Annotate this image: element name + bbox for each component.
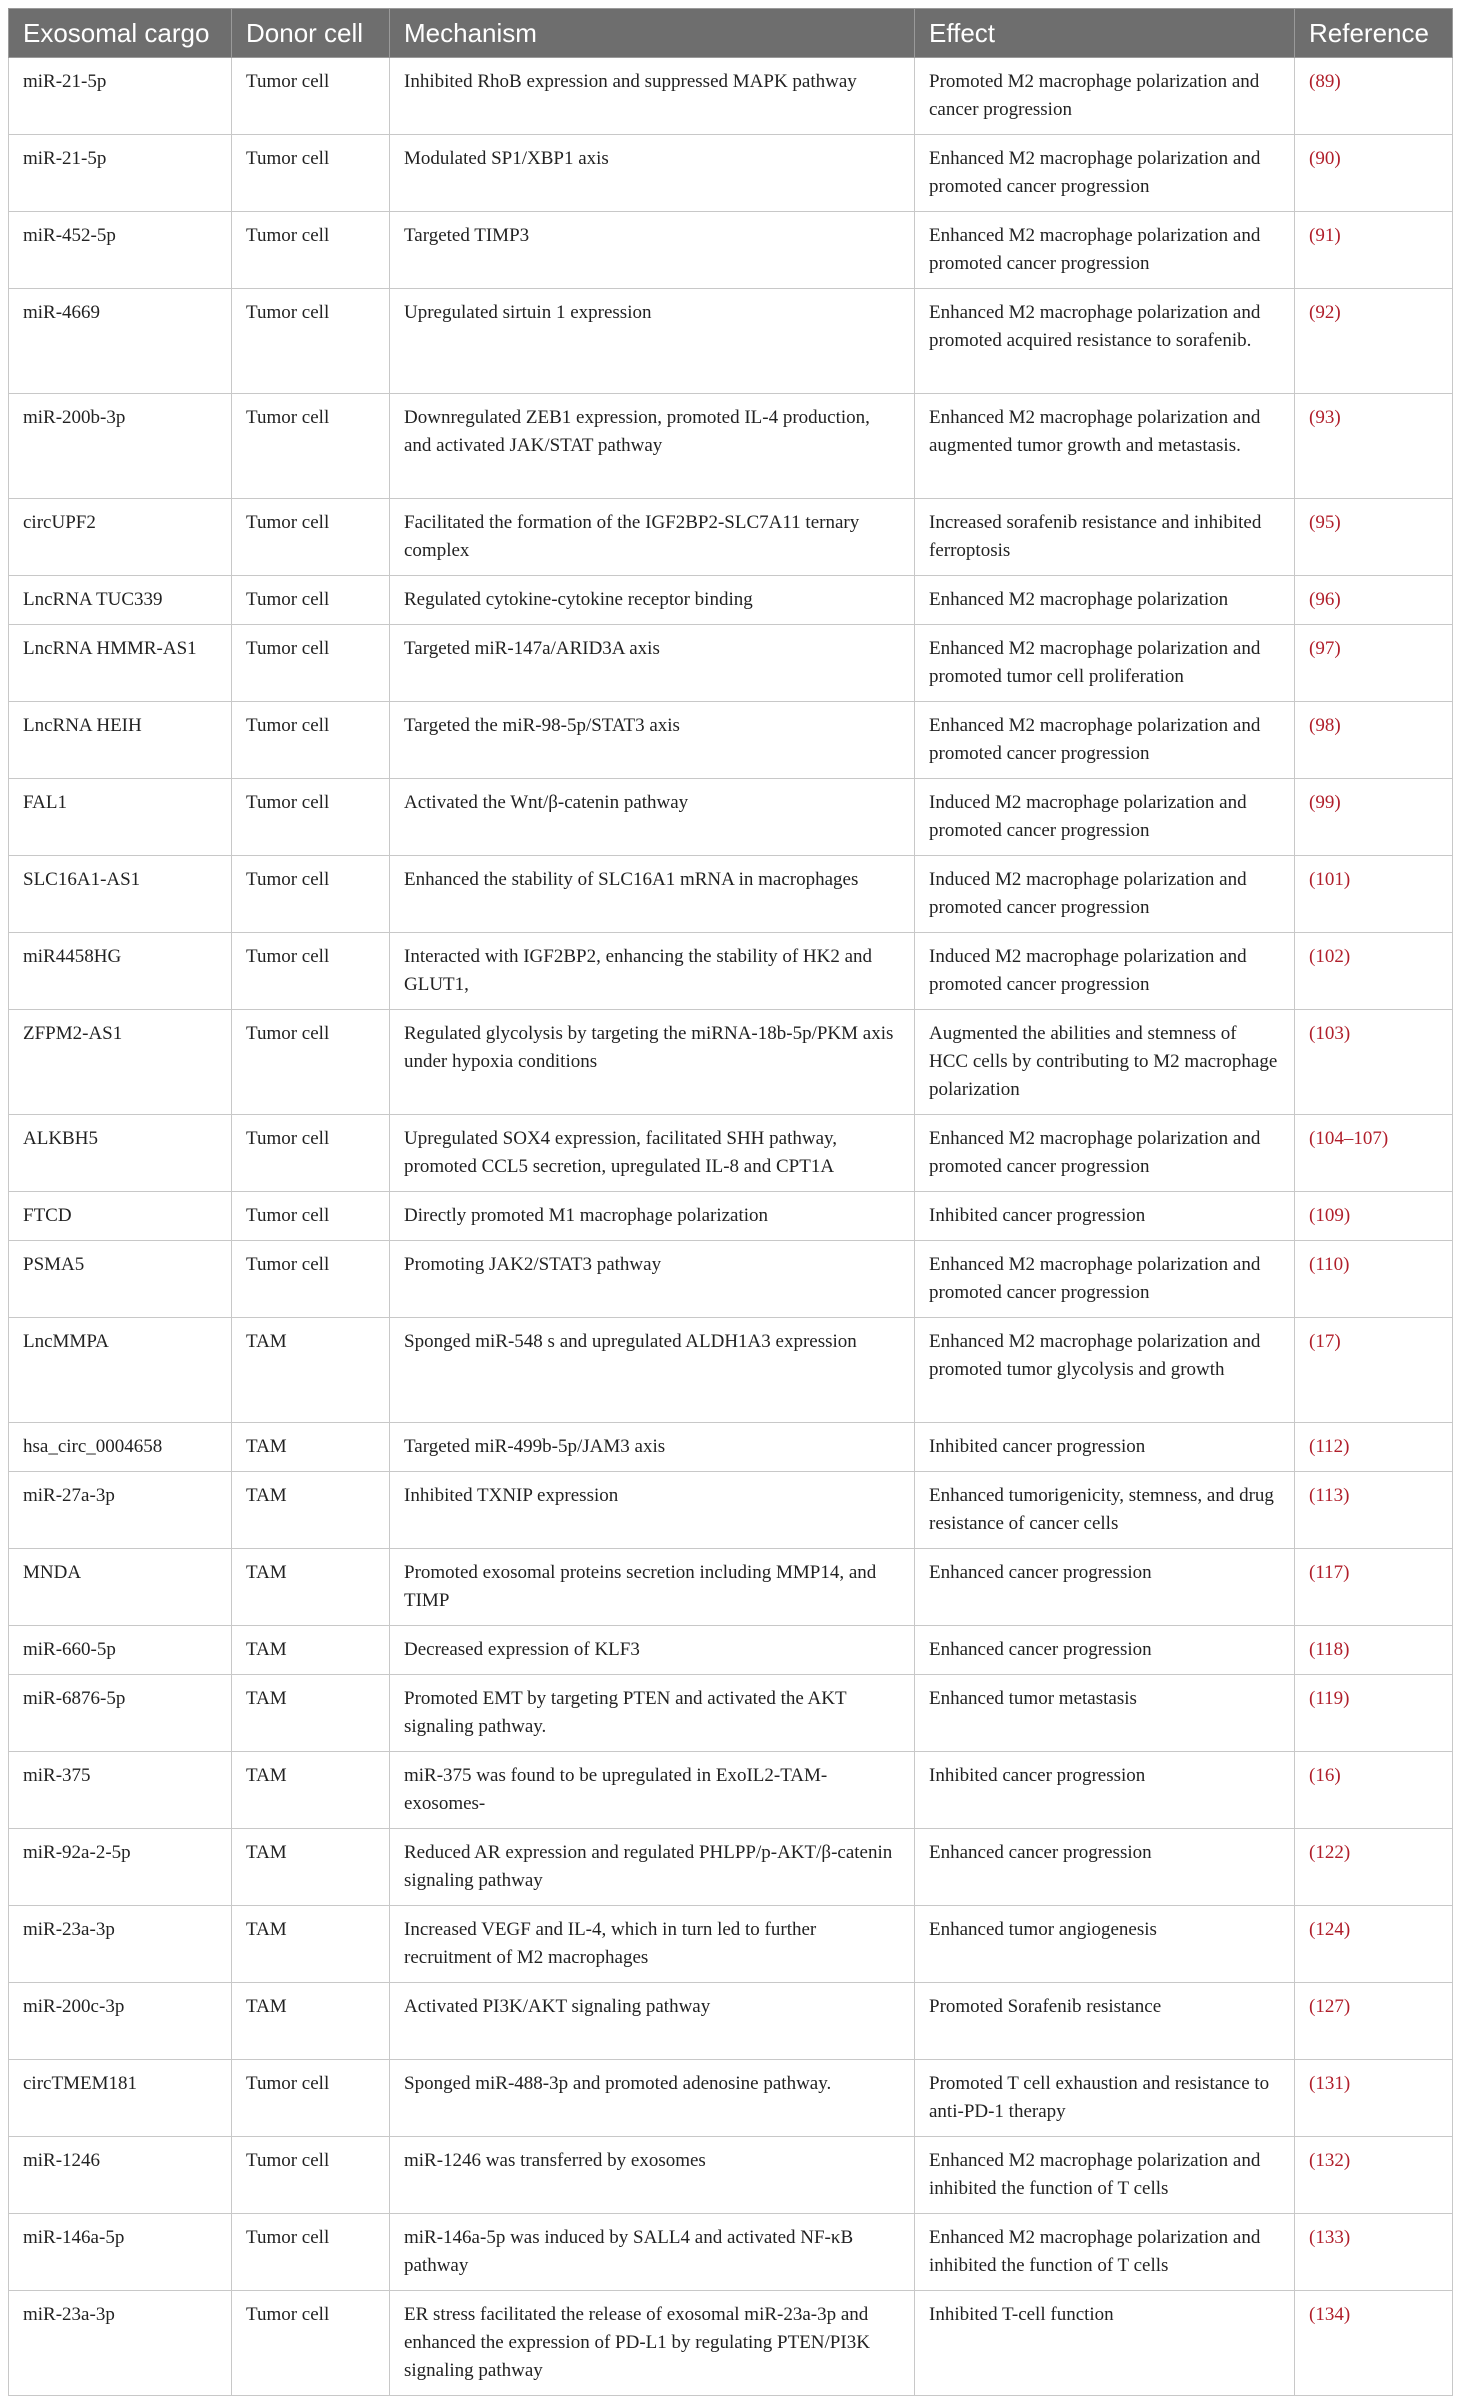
cell-mechanism: ER stress facilitated the release of exosomal miR-23a-3p and enhanced the expression of PD-L1 by regulating PTEN/PI3K signaling pathway — [390, 2291, 915, 2396]
cell-mechanism: Decreased expression of KLF3 — [390, 1626, 915, 1675]
cell-donor: Tumor cell — [232, 2137, 390, 2214]
cell-donor: Tumor cell — [232, 58, 390, 135]
cell-cargo: miR-23a-3p — [9, 2291, 232, 2396]
cell-mechanism: Activated the Wnt/β-catenin pathway — [390, 779, 915, 856]
cell-cargo: miR-92a-2-5p — [9, 1829, 232, 1906]
cell-mechanism: Targeted the miR-98-5p/STAT3 axis — [390, 702, 915, 779]
cell-donor: Tumor cell — [232, 1241, 390, 1318]
cell-mechanism: Activated PI3K/AKT signaling pathway — [390, 1983, 915, 2060]
cell-reference-link[interactable]: (99) — [1295, 779, 1453, 856]
header-donor-cell: Donor cell — [232, 9, 390, 58]
cell-donor: Tumor cell — [232, 2214, 390, 2291]
cell-donor: Tumor cell — [232, 289, 390, 394]
cell-mechanism: Promoted exosomal proteins secretion including MMP14, and TIMP — [390, 1549, 915, 1626]
table-row — [9, 394, 1453, 499]
cell-reference-link[interactable]: (112) — [1295, 1423, 1453, 1472]
cell-cargo: miR-27a-3p — [9, 1472, 232, 1549]
cell-cargo: LncRNA HEIH — [9, 702, 232, 779]
cell-cargo: miR-21-5p — [9, 135, 232, 212]
cell-donor: Tumor cell — [232, 933, 390, 1010]
cell-effect: Promoted T cell exhaustion and resistance to anti-PD-1 therapy — [915, 2060, 1295, 2137]
cell-effect: Induced M2 macrophage polarization and promoted cancer progression — [915, 933, 1295, 1010]
cell-mechanism: Regulated cytokine-cytokine receptor binding — [390, 576, 915, 625]
cell-cargo: miR-4669 — [9, 289, 232, 394]
cell-reference-link[interactable]: (109) — [1295, 1192, 1453, 1241]
cell-reference-link[interactable]: (91) — [1295, 212, 1453, 289]
cell-mechanism: miR-1246 was transferred by exosomes — [390, 2137, 915, 2214]
cell-mechanism: Sponged miR-488-3p and promoted adenosine pathway. — [390, 2060, 915, 2137]
cell-donor: Tumor cell — [232, 135, 390, 212]
table-row — [9, 1983, 1453, 2060]
table-row — [9, 58, 1453, 135]
cell-cargo: miR-23a-3p — [9, 1906, 232, 1983]
cell-effect: Augmented the abilities and stemness of HCC cells by contributing to M2 macrophage polarization — [915, 1010, 1295, 1115]
cell-mechanism: Inhibited TXNIP expression — [390, 1472, 915, 1549]
cell-effect: Inhibited cancer progression — [915, 1752, 1295, 1829]
cell-donor: Tumor cell — [232, 702, 390, 779]
table-row — [9, 1472, 1453, 1549]
cell-donor: TAM — [232, 1983, 390, 2060]
cell-cargo: miR-375 — [9, 1752, 232, 1829]
cell-effect: Inhibited cancer progression — [915, 1192, 1295, 1241]
cell-reference-link[interactable]: (101) — [1295, 856, 1453, 933]
cell-donor: Tumor cell — [232, 2060, 390, 2137]
cell-donor: TAM — [232, 1626, 390, 1675]
cell-effect: Induced M2 macrophage polarization and promoted cancer progression — [915, 779, 1295, 856]
cell-effect: Enhanced M2 macrophage polarization and promoted tumor cell proliferation — [915, 625, 1295, 702]
cell-cargo: miR-6876-5p — [9, 1675, 232, 1752]
cell-donor: Tumor cell — [232, 1010, 390, 1115]
table-row — [9, 576, 1453, 625]
cell-reference-link[interactable]: (104–107) — [1295, 1115, 1453, 1192]
cell-mechanism: Sponged miR-548 s and upregulated ALDH1A3 expression — [390, 1318, 915, 1423]
cell-reference-link[interactable]: (110) — [1295, 1241, 1453, 1318]
cell-cargo: LncRNA TUC339 — [9, 576, 232, 625]
cell-donor: TAM — [232, 1423, 390, 1472]
cell-effect: Induced M2 macrophage polarization and promoted cancer progression — [915, 856, 1295, 933]
cell-cargo: miR-21-5p — [9, 58, 232, 135]
cell-mechanism: Enhanced the stability of SLC16A1 mRNA in macrophages — [390, 856, 915, 933]
cell-mechanism: Interacted with IGF2BP2, enhancing the stability of HK2 and GLUT1, — [390, 933, 915, 1010]
table-row — [9, 135, 1453, 212]
table-body — [9, 58, 1453, 2396]
cell-mechanism: miR-146a-5p was induced by SALL4 and activated NF-κB pathway — [390, 2214, 915, 2291]
cell-cargo: ZFPM2-AS1 — [9, 1010, 232, 1115]
cell-donor: TAM — [232, 1549, 390, 1626]
table-row — [9, 779, 1453, 856]
cell-donor: Tumor cell — [232, 856, 390, 933]
cell-reference-link[interactable]: (113) — [1295, 1472, 1453, 1549]
cell-mechanism: Promoting JAK2/STAT3 pathway — [390, 1241, 915, 1318]
table-row — [9, 1752, 1453, 1829]
cell-donor: Tumor cell — [232, 576, 390, 625]
header-mechanism: Mechanism — [390, 9, 915, 58]
table-header — [9, 9, 1453, 58]
cell-cargo: miR-1246 — [9, 2137, 232, 2214]
cell-donor: Tumor cell — [232, 499, 390, 576]
cell-donor: Tumor cell — [232, 1115, 390, 1192]
cell-reference-link[interactable]: (102) — [1295, 933, 1453, 1010]
cell-cargo: miR-146a-5p — [9, 2214, 232, 2291]
cell-mechanism: Downregulated ZEB1 expression, promoted IL-4 production, and activated JAK/STAT pathway — [390, 394, 915, 499]
cell-donor: TAM — [232, 1472, 390, 1549]
cell-effect: Enhanced cancer progression — [915, 1829, 1295, 1906]
cell-reference-link[interactable]: (97) — [1295, 625, 1453, 702]
cell-cargo: miR-660-5p — [9, 1626, 232, 1675]
cell-reference-link[interactable]: (95) — [1295, 499, 1453, 576]
cell-reference-link[interactable]: (127) — [1295, 1983, 1453, 2060]
cell-mechanism: Modulated SP1/XBP1 axis — [390, 135, 915, 212]
cell-mechanism: Increased VEGF and IL-4, which in turn led to further recruitment of M2 macrophages — [390, 1906, 915, 1983]
cell-mechanism: Upregulated sirtuin 1 expression — [390, 289, 915, 394]
cell-reference-link[interactable]: (119) — [1295, 1675, 1453, 1752]
cell-reference-link[interactable]: (118) — [1295, 1626, 1453, 1675]
cell-reference-link[interactable]: (98) — [1295, 702, 1453, 779]
cell-reference-link[interactable]: (134) — [1295, 2291, 1453, 2396]
cell-effect: Enhanced tumor angiogenesis — [915, 1906, 1295, 1983]
cell-donor: TAM — [232, 1829, 390, 1906]
cell-donor: Tumor cell — [232, 394, 390, 499]
exosomal-cargo-table-container — [8, 8, 1452, 2396]
cell-cargo: MNDA — [9, 1549, 232, 1626]
table-row — [9, 1192, 1453, 1241]
cell-donor: Tumor cell — [232, 779, 390, 856]
cell-mechanism: Promoted EMT by targeting PTEN and activated the AKT signaling pathway. — [390, 1675, 915, 1752]
header-effect: Effect — [915, 9, 1295, 58]
cell-cargo: circUPF2 — [9, 499, 232, 576]
cell-effect: Inhibited cancer progression — [915, 1423, 1295, 1472]
cell-effect: Enhanced cancer progression — [915, 1626, 1295, 1675]
cell-reference-link[interactable]: (17) — [1295, 1318, 1453, 1423]
cell-donor: TAM — [232, 1906, 390, 1983]
table-row — [9, 499, 1453, 576]
cell-donor: TAM — [232, 1675, 390, 1752]
cell-effect: Inhibited T-cell function — [915, 2291, 1295, 2396]
table-row — [9, 289, 1453, 394]
cell-effect: Enhanced tumorigenicity, stemness, and drug resistance of cancer cells — [915, 1472, 1295, 1549]
table-row — [9, 2214, 1453, 2291]
cell-cargo: LncMMPA — [9, 1318, 232, 1423]
cell-cargo: FTCD — [9, 1192, 232, 1241]
cell-cargo: miR-200b-3p — [9, 394, 232, 499]
cell-mechanism: Directly promoted M1 macrophage polarization — [390, 1192, 915, 1241]
cell-effect: Promoted Sorafenib resistance — [915, 1983, 1295, 2060]
cell-donor: Tumor cell — [232, 1192, 390, 1241]
cell-reference-link[interactable]: (90) — [1295, 135, 1453, 212]
cell-reference-link[interactable]: (122) — [1295, 1829, 1453, 1906]
cell-reference-link[interactable]: (16) — [1295, 1752, 1453, 1829]
cell-cargo: ALKBH5 — [9, 1115, 232, 1192]
table-row — [9, 1829, 1453, 1906]
cell-reference-link[interactable]: (93) — [1295, 394, 1453, 499]
table-row — [9, 933, 1453, 1010]
cell-reference-link[interactable]: (124) — [1295, 1906, 1453, 1983]
table-row — [9, 2291, 1453, 2396]
table-row — [9, 1675, 1453, 1752]
cell-mechanism: Upregulated SOX4 expression, facilitated SHH pathway, promoted CCL5 secretion, upregulated IL-8 and CPT1A — [390, 1115, 915, 1192]
cell-cargo: hsa_circ_0004658 — [9, 1423, 232, 1472]
exosomal-cargo-table — [8, 8, 1453, 2396]
cell-effect: Enhanced M2 macrophage polarization and inhibited the function of T cells — [915, 2214, 1295, 2291]
cell-donor: TAM — [232, 1318, 390, 1423]
cell-effect: Enhanced M2 macrophage polarization and promoted cancer progression — [915, 702, 1295, 779]
table-row — [9, 1626, 1453, 1675]
header-row — [9, 9, 1453, 58]
cell-mechanism: miR-375 was found to be upregulated in ExoIL2-TAM-exosomes- — [390, 1752, 915, 1829]
cell-effect: Enhanced M2 macrophage polarization — [915, 576, 1295, 625]
table-row — [9, 1423, 1453, 1472]
cell-reference-link[interactable]: (103) — [1295, 1010, 1453, 1115]
header-exosomal-cargo: Exosomal cargo — [9, 9, 232, 58]
cell-reference-link[interactable]: (133) — [1295, 2214, 1453, 2291]
cell-mechanism: Inhibited RhoB expression and suppressed MAPK pathway — [390, 58, 915, 135]
cell-mechanism: Targeted TIMP3 — [390, 212, 915, 289]
cell-reference-link[interactable]: (96) — [1295, 576, 1453, 625]
cell-mechanism: Reduced AR expression and regulated PHLPP/p-AKT/β-catenin signaling pathway — [390, 1829, 915, 1906]
cell-cargo: miR-452-5p — [9, 212, 232, 289]
cell-effect: Promoted M2 macrophage polarization and cancer progression — [915, 58, 1295, 135]
cell-mechanism: Facilitated the formation of the IGF2BP2-SLC7A11 ternary complex — [390, 499, 915, 576]
cell-reference-link[interactable]: (89) — [1295, 58, 1453, 135]
table-row — [9, 1549, 1453, 1626]
cell-reference-link[interactable]: (92) — [1295, 289, 1453, 394]
cell-effect: Enhanced M2 macrophage polarization and promoted cancer progression — [915, 1115, 1295, 1192]
cell-cargo: PSMA5 — [9, 1241, 232, 1318]
cell-effect: Increased sorafenib resistance and inhibited ferroptosis — [915, 499, 1295, 576]
cell-cargo: SLC16A1-AS1 — [9, 856, 232, 933]
cell-effect: Enhanced M2 macrophage polarization and promoted cancer progression — [915, 212, 1295, 289]
cell-donor: Tumor cell — [232, 212, 390, 289]
cell-mechanism: Targeted miR-147a/ARID3A axis — [390, 625, 915, 702]
cell-mechanism: Targeted miR-499b-5p/JAM3 axis — [390, 1423, 915, 1472]
table-row — [9, 856, 1453, 933]
table-row — [9, 1241, 1453, 1318]
cell-effect: Enhanced M2 macrophage polarization and inhibited the function of T cells — [915, 2137, 1295, 2214]
cell-reference-link[interactable]: (117) — [1295, 1549, 1453, 1626]
table-row — [9, 1318, 1453, 1423]
cell-mechanism: Regulated glycolysis by targeting the miRNA-18b-5p/PKM axis under hypoxia conditions — [390, 1010, 915, 1115]
cell-cargo: LncRNA HMMR-AS1 — [9, 625, 232, 702]
cell-effect: Enhanced M2 macrophage polarization and promoted acquired resistance to sorafenib. — [915, 289, 1295, 394]
table-row — [9, 1906, 1453, 1983]
cell-cargo: miR4458HG — [9, 933, 232, 1010]
cell-effect: Enhanced M2 macrophage polarization and promoted cancer progression — [915, 1241, 1295, 1318]
cell-donor: Tumor cell — [232, 625, 390, 702]
cell-reference-link[interactable]: (131) — [1295, 2060, 1453, 2137]
cell-reference-link[interactable]: (132) — [1295, 2137, 1453, 2214]
header-reference: Reference — [1295, 9, 1453, 58]
table-row — [9, 1010, 1453, 1115]
cell-cargo: FAL1 — [9, 779, 232, 856]
table-row — [9, 2060, 1453, 2137]
cell-donor: TAM — [232, 1752, 390, 1829]
cell-effect: Enhanced tumor metastasis — [915, 1675, 1295, 1752]
cell-donor: Tumor cell — [232, 2291, 390, 2396]
cell-effect: Enhanced cancer progression — [915, 1549, 1295, 1626]
table-row — [9, 2137, 1453, 2214]
table-row — [9, 212, 1453, 289]
cell-cargo: circTMEM181 — [9, 2060, 232, 2137]
table-row — [9, 1115, 1453, 1192]
cell-effect: Enhanced M2 macrophage polarization and promoted cancer progression — [915, 135, 1295, 212]
cell-effect: Enhanced M2 macrophage polarization and promoted tumor glycolysis and growth — [915, 1318, 1295, 1423]
cell-effect: Enhanced M2 macrophage polarization and augmented tumor growth and metastasis. — [915, 394, 1295, 499]
table-row — [9, 625, 1453, 702]
table-row — [9, 702, 1453, 779]
cell-cargo: miR-200c-3p — [9, 1983, 232, 2060]
